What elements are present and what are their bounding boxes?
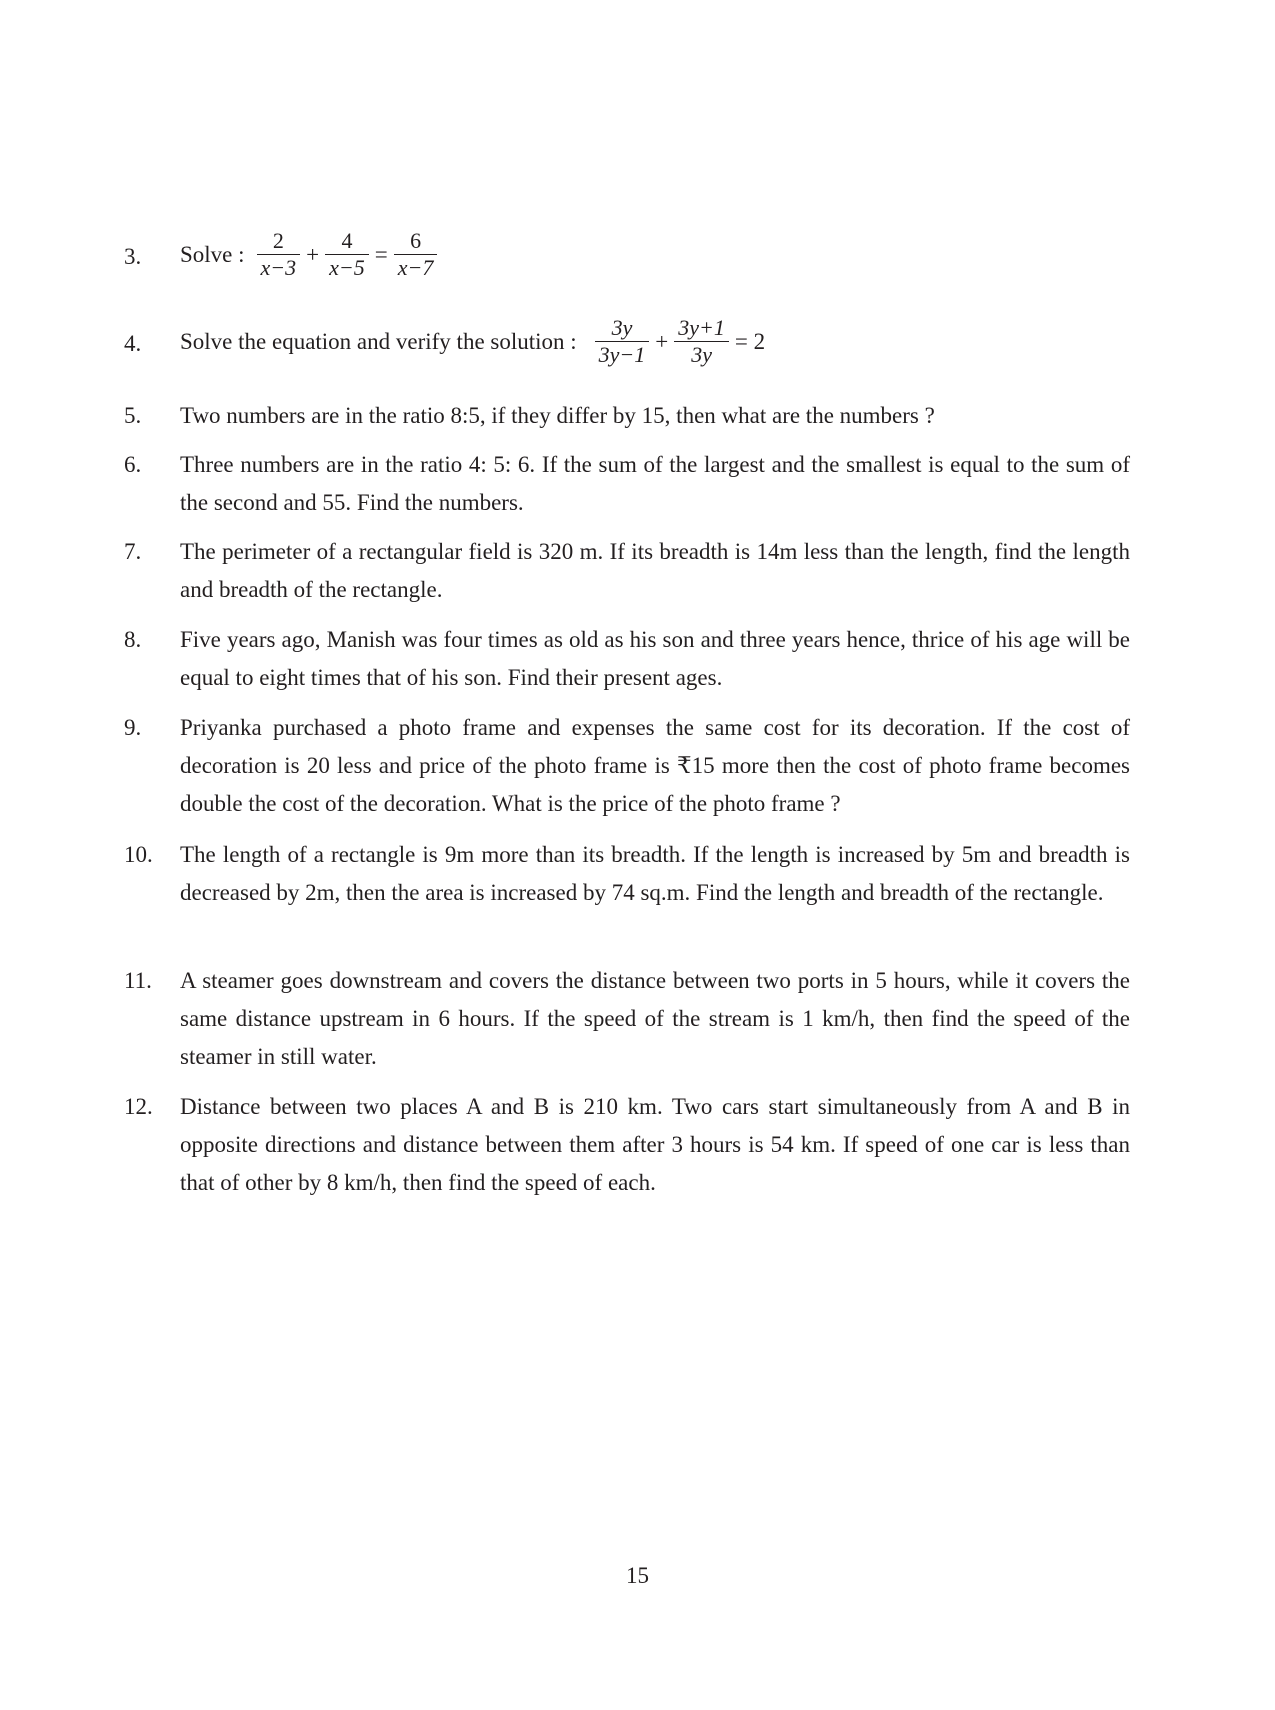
fraction	[257, 228, 301, 281]
question-text: The perimeter of a rectangular field is 320 m. If its breadth is 14m less than the length, find the length and breadth of the rectangle.	[180, 539, 1130, 602]
question-text: Distance between two places A and B is 210 km. Two cars start simultaneously from A and B in opposite directions and distance between them after 3 hours is 54 km. If speed of one car is less than that of other by 8 km/h, then find the speed of each.	[180, 1094, 1130, 1195]
page-number: 15	[626, 1563, 649, 1588]
question-text: A steamer goes downstream and covers the distance between two ports in 5 hours, while it covers the same distance upstream in 6 hours. If the speed of the stream is 1 km/h, then find the speed of the steamer in still water.	[180, 968, 1130, 1069]
denominator: x−5	[329, 255, 365, 280]
question-number: 5.	[124, 403, 142, 428]
question-text	[180, 228, 1130, 281]
denominator: x−7	[397, 255, 434, 280]
question-text: The length of a rectangle is 9m more than its breadth. If the length is increased by 5m and breadth is decreased by 2m, then the area is increased by 74 sq.m. Find the length and breadth of the rectangle.	[180, 842, 1130, 905]
question-label: Solve the equation and verify the solution :	[180, 328, 577, 354]
question-number: 3.	[124, 244, 142, 269]
question-number: 11.	[124, 968, 152, 993]
fraction	[674, 315, 729, 368]
question-number: 8.	[124, 627, 142, 652]
question-text: Five years ago, Manish was four times as old as his son and three years hence, thrice of his age will be equal to eight times that of his son. Find their present ages.	[180, 627, 1130, 690]
question-text: Three numbers are in the ratio 4: 5: 6. If the sum of the largest and the smallest is equal to the sum of the second and 55. Find the numbers.	[180, 452, 1130, 515]
question-label: Solve :	[180, 241, 245, 267]
numerator: 2	[272, 228, 284, 253]
question-number: 9.	[124, 715, 142, 740]
numerator: 3y+1	[678, 315, 725, 340]
equals-operator: =	[374, 241, 388, 267]
denominator: 3y	[691, 342, 712, 367]
denominator: 3y−1	[598, 342, 646, 367]
fraction	[595, 315, 650, 368]
question-text	[180, 315, 1130, 368]
question-number: 4.	[124, 331, 142, 356]
plus-operator: +	[655, 328, 669, 354]
question-4	[0, 315, 1275, 375]
question-text: Priyanka purchased a photo frame and expenses the same cost for its decoration. If the cost of decoration is 20 less and price of the photo frame is ₹15 more then the cost of photo frame becomes double the cost of the decoration. What is the price of the photo frame ?	[180, 715, 1130, 816]
equation-3	[255, 228, 440, 281]
question-number: 7.	[124, 539, 142, 564]
question-number: 12.	[124, 1094, 153, 1119]
equation-4	[593, 315, 769, 368]
denominator: x−3	[260, 255, 297, 280]
fraction	[394, 228, 438, 281]
plus-operator: +	[306, 241, 320, 267]
question-text: Two numbers are in the ratio 8:5, if they differ by 15, then what are the numbers ?	[180, 403, 935, 428]
numerator: 3y	[611, 315, 633, 340]
equation-rhs: = 2	[734, 328, 766, 354]
numerator: 4	[341, 228, 353, 253]
numerator: 6	[410, 228, 422, 253]
question-3	[0, 228, 1275, 288]
question-number: 10.	[124, 842, 153, 867]
fraction	[325, 228, 369, 281]
question-number: 6.	[124, 452, 142, 477]
